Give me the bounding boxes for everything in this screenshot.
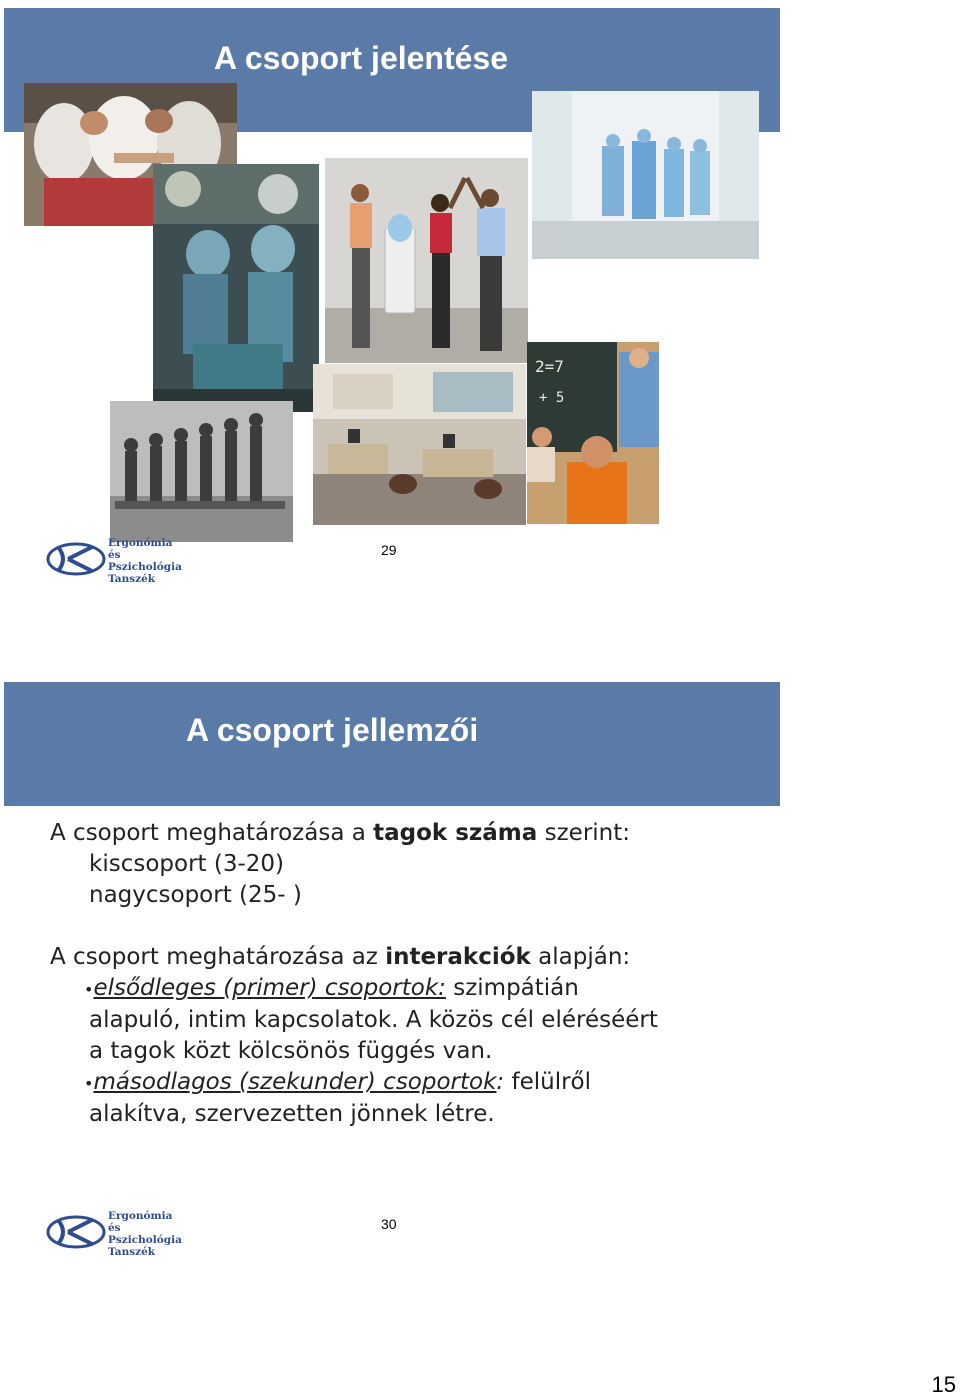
bullet-icon: • [84, 1074, 94, 1093]
slide2-department-logo [46, 1210, 186, 1258]
term-primary-groups: elsődleges (primer) csoportok: [93, 975, 446, 1001]
slide1-page-number: 29 [381, 542, 397, 558]
svg-text:+ 5: + 5 [539, 390, 565, 406]
svg-text:2=7: 2=7 [535, 357, 564, 376]
slide2-page-number: 30 [381, 1216, 397, 1232]
body-line [50, 942, 770, 973]
rowing-exercise-photo [110, 401, 293, 542]
text-span: felülről [504, 1069, 592, 1095]
slide1-title: A csoport jelentése [214, 40, 509, 76]
bullet-item-primary [50, 973, 770, 1005]
surgery-team-photo [153, 164, 319, 412]
logo-emblem-icon [46, 541, 108, 577]
logo-line-1: Ergonómia és [108, 537, 173, 561]
logo-line-3: Tanszék [108, 573, 156, 585]
body-line: nagycsoport (25- ) [89, 882, 302, 908]
emphasis-bold: interakciók [385, 944, 531, 970]
logo-line-2: Pszichológia [108, 1234, 182, 1246]
body-line: kiscsoport (3-20) [89, 851, 284, 877]
hospital-staff-corridor-photo [532, 91, 759, 259]
slide2-body [50, 818, 770, 1130]
text-span: A csoport meghatározása az [50, 944, 386, 970]
logo-emblem-icon [46, 1214, 108, 1250]
logo-line-3: Tanszék [108, 1246, 156, 1258]
slide2-title: A csoport jellemzői [186, 712, 479, 748]
text-span: szerint: [537, 820, 631, 846]
body-line [50, 818, 770, 849]
text-span: szimpátián [445, 975, 579, 1001]
emphasis-bold: tagok száma [373, 820, 538, 846]
bullet-item-secondary [50, 1067, 770, 1099]
logo-line-2: Pszichológia [108, 561, 182, 573]
logo-text [108, 1210, 186, 1258]
text-span: : [496, 1069, 505, 1095]
slide2-title-bar [4, 682, 780, 806]
document-page-number: 15 [931, 1372, 956, 1397]
term-secondary-groups: másodlagos (szekunder) csoportok [93, 1069, 497, 1095]
body-line: alakítva, szervezetten jönnek létre. [89, 1101, 495, 1127]
classroom-children-photo [527, 342, 659, 524]
text-span: alapján: [530, 944, 631, 970]
office-high-five-photo [325, 158, 528, 363]
body-line: alapuló, intim kapcsolatok. A közös cél eléréséért [89, 1007, 658, 1033]
slide1-department-logo [46, 537, 186, 585]
office-workplace-photo [313, 364, 526, 525]
body-line: a tagok közt kölcsönös függés van. [89, 1038, 493, 1064]
bullet-icon: • [84, 980, 94, 999]
logo-line-1: Ergonómia és [108, 1210, 173, 1234]
logo-text [108, 537, 186, 585]
text-span: A csoport meghatározása a [50, 820, 374, 846]
